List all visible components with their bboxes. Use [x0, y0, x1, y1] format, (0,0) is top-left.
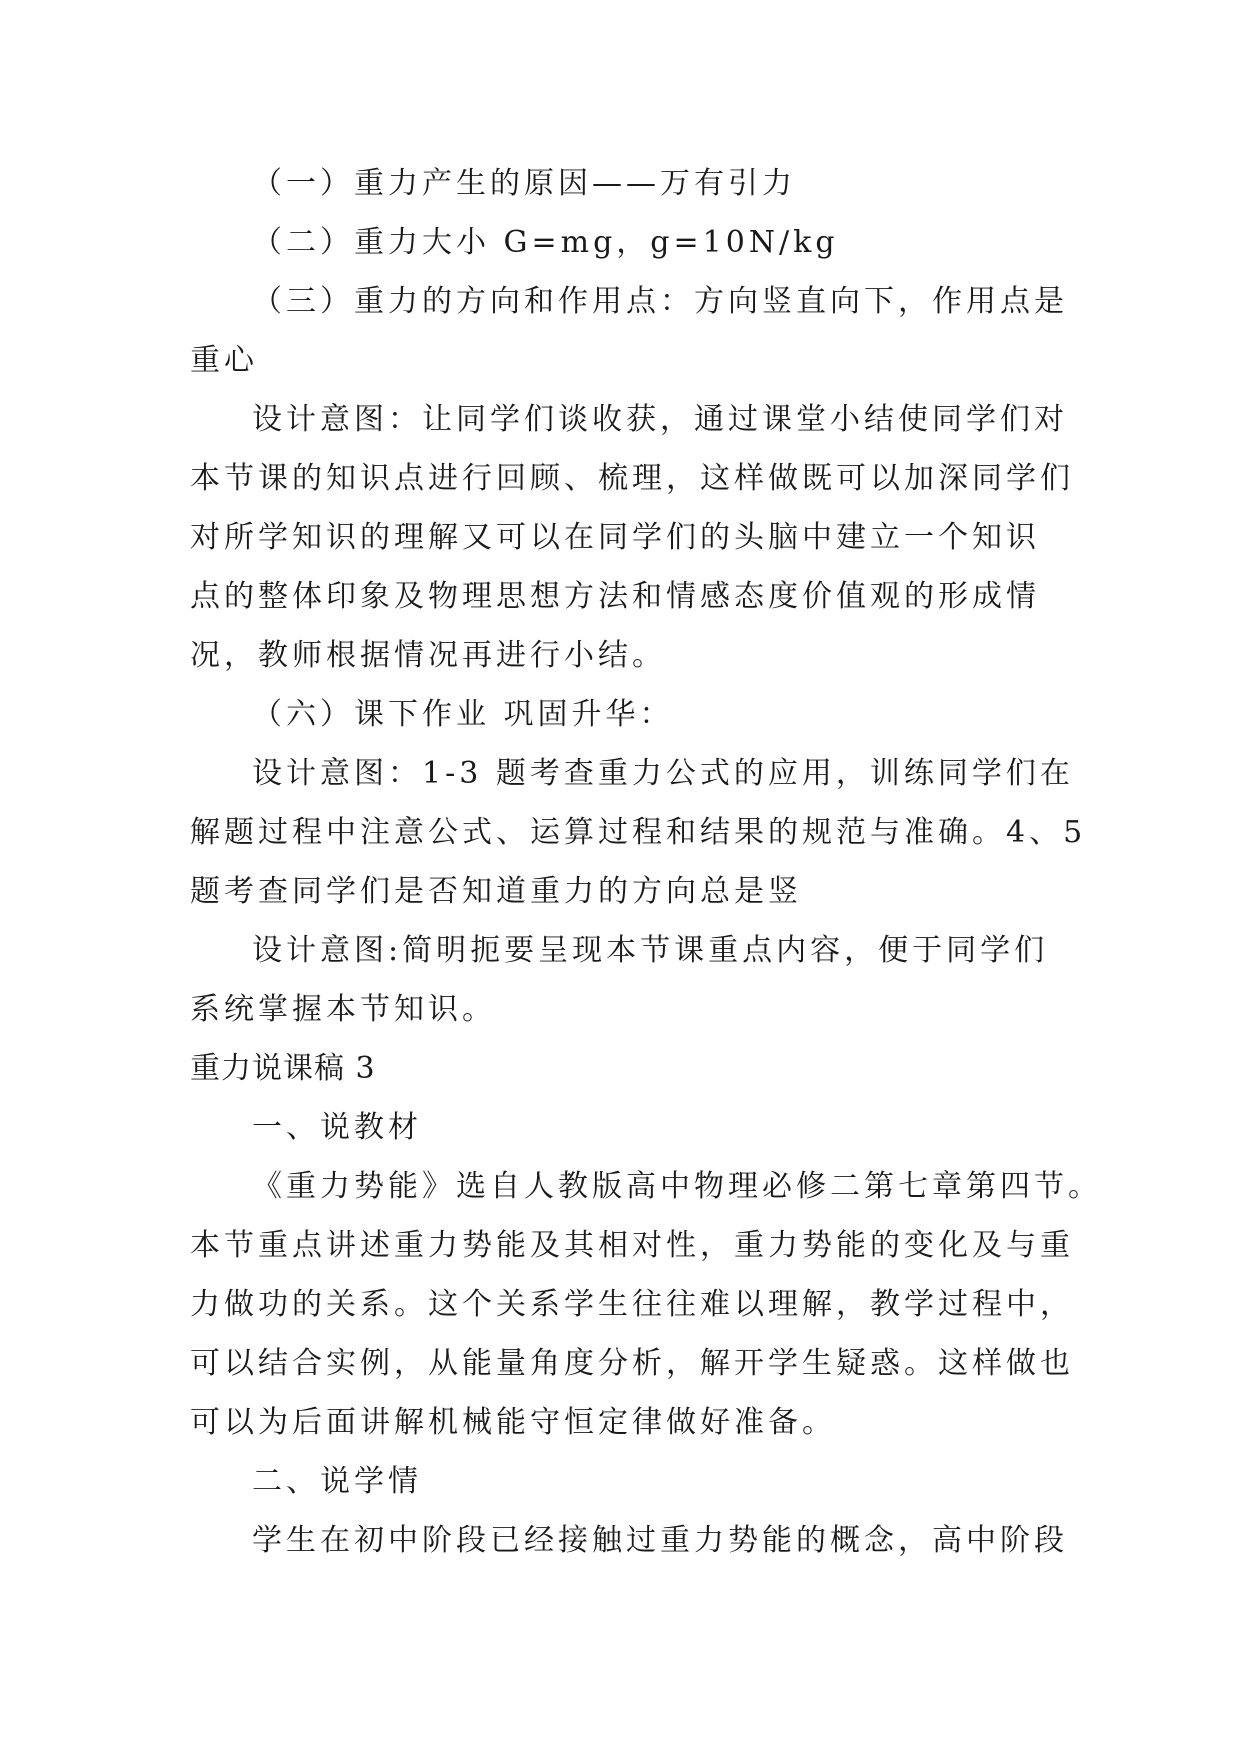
text-line-gravity-magnitude: （二）重力大小 G=mg，g=10N/kg [252, 225, 839, 260]
text-line: 点的整体印象及物理思想方法和情感态度价值观的形成情 [190, 579, 1040, 614]
text-line-design-intent-1: 设计意图：让同学们谈收获，通过课堂小结使同学们对 [252, 402, 1068, 437]
text-line-gravity-cause: （一）重力产生的原因——万有引力 [252, 166, 796, 201]
subheading-textbook: 一、说教材 [252, 1110, 422, 1145]
text-line: 本节重点讲述重力势能及其相对性，重力势能的变化及与重 [190, 1228, 1074, 1263]
text-line: 可以结合实例，从能量角度分析，解开学生疑惑。这样做也 [190, 1346, 1074, 1381]
text-line: 对所学知识的理解又可以在同学们的头脑中建立一个知识 [190, 520, 1040, 555]
text-line-gravity-direction: （三）重力的方向和作用点：方向竖直向下，作用点是 [252, 284, 1068, 319]
text-line-design-intent-3: 设计意图:简明扼要呈现本节课重点内容，便于同学们 [252, 933, 1049, 968]
text-line: 力做功的关系。这个关系学生往往难以理解，教学过程中， [190, 1287, 1074, 1322]
text-line: 况，教师根据情况再进行小结。 [190, 638, 666, 673]
text-line-textbook: 《重力势能》选自人教版高中物理必修二第七章第四节。 [252, 1169, 1102, 1204]
text-line-students: 学生在初中阶段已经接触过重力势能的概念，高中阶段 [252, 1523, 1068, 1558]
text-line-design-intent-2: 设计意图：1-3 题考查重力公式的应用，训练同学们在 [252, 756, 1074, 791]
text-line: 题考查同学们是否知道重力的方向总是竖 [190, 874, 802, 909]
text-line: 解题过程中注意公式、运算过程和结果的规范与准确。4、5 [190, 815, 1087, 850]
text-line: 本节课的知识点进行回顾、梳理，这样做既可以加深同学们 [190, 461, 1074, 496]
text-line-center-of-gravity: 重心 [190, 343, 258, 378]
subheading-students: 二、说学情 [252, 1464, 422, 1499]
text-line-homework: （六）课下作业 巩固升华： [252, 697, 674, 732]
section-heading: 重力说课稿 3 [190, 1051, 376, 1086]
text-line: 系统掌握本节知识。 [190, 992, 496, 1027]
text-line: 可以为后面讲解机械能守恒定律做好准备。 [190, 1405, 836, 1440]
